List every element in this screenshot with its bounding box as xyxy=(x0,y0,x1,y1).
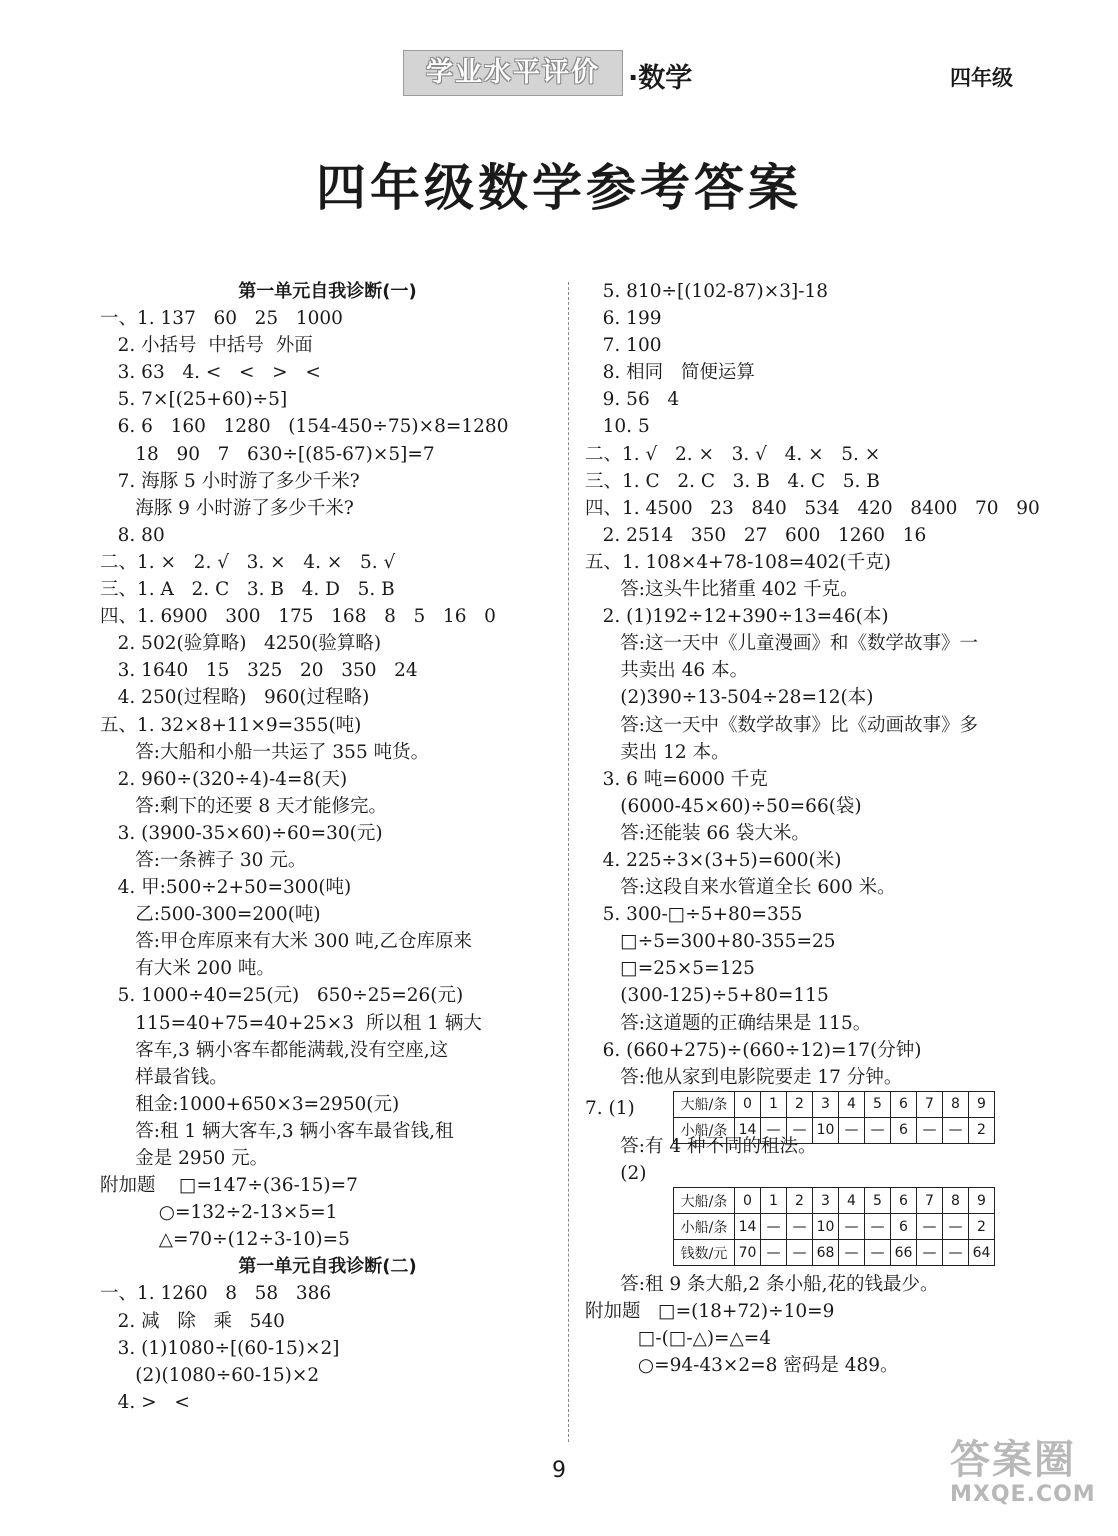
answer-line: 答:还能装 66 袋大米。 xyxy=(585,822,810,844)
answer-line: ○=94-43×2=8 密码是 489。 xyxy=(585,1355,899,1377)
answer-line: 4. 250(过程略) 960(过程略) xyxy=(100,687,370,709)
answer-line: 2. 502(验算略) 4250(验算略) xyxy=(100,633,382,655)
table-cell: 1 xyxy=(761,1091,787,1117)
table-cell: — xyxy=(865,1117,891,1143)
answer-line: 租金:1000+650×3=2950(元) xyxy=(100,1093,400,1115)
answer-line: 5. 7×[(25+60)÷5] xyxy=(100,389,288,411)
table-cell: 66 xyxy=(891,1240,917,1266)
answer-line: (6000-45×60)÷50=66(袋) xyxy=(585,795,862,817)
right-column xyxy=(585,278,1040,1379)
answer-line: 答:租 1 辆大客车,3 辆小客车最省钱,租 xyxy=(100,1120,454,1142)
table-cell: — xyxy=(761,1240,787,1266)
answer-line: □÷5=300+80-355=25 xyxy=(585,931,836,953)
table-cell: 8 xyxy=(943,1091,969,1117)
answer-line: (2)390÷13-504÷28=12(本) xyxy=(585,687,874,709)
table-cell: 10 xyxy=(813,1214,839,1240)
answer-line: 答:这道题的正确结果是 115。 xyxy=(585,1012,872,1034)
table-cell: — xyxy=(917,1117,943,1143)
answer-line: 3. 6 吨=6000 千克 xyxy=(585,768,768,790)
answer-line: 附加题 □=147÷(36-15)=7 xyxy=(100,1175,358,1197)
answer-line: 115=40+75=40+25×3 所以租 1 辆大 xyxy=(100,1012,482,1034)
table-cell: — xyxy=(865,1214,891,1240)
table-cell: — xyxy=(943,1214,969,1240)
header-grade: 四年级 xyxy=(950,66,1013,90)
answer-line: 答:这一天中《数学故事》比《动画故事》多 xyxy=(585,714,979,736)
header-series-box: 学业水平评价 xyxy=(403,50,623,96)
answer-line: 2. (1)192÷12+390÷13=46(本) xyxy=(585,606,889,628)
header-subject: ·数学 xyxy=(628,63,693,94)
section-title: 第一单元自我诊断(一) xyxy=(238,281,417,302)
page-title: 四年级数学参考答案 xyxy=(316,159,802,217)
answer-line: 答:甲仓库原来有大米 300 吨,乙仓库原来 xyxy=(100,931,472,953)
answer-line: 9. 56 4 xyxy=(585,389,680,411)
table-cell: 6 xyxy=(891,1188,917,1214)
row-header-cell: 小船/条 xyxy=(674,1214,735,1240)
table-row xyxy=(674,1188,995,1214)
table-cell: 2 xyxy=(787,1188,813,1214)
answer-line: 2. 减 除 乘 540 xyxy=(100,1310,285,1332)
row-header-cell: 钱数/元 xyxy=(674,1240,735,1266)
table-cell: 7 xyxy=(917,1091,943,1117)
table-cell: 14 xyxy=(735,1117,761,1143)
answer-line: □=25×5=125 xyxy=(585,958,755,980)
answer-line: 5. 810÷[(102-87)×3]-18 xyxy=(585,281,829,302)
table-cell: 3 xyxy=(813,1091,839,1117)
answer-line: 6. 6 160 1280 (154-450÷75)×8=1280 xyxy=(100,416,509,438)
answer-line: 答:租 9 条大船,2 条小船,花的钱最少。 xyxy=(585,1274,939,1295)
answer-line: △=70÷(12÷3-10)=5 xyxy=(100,1229,350,1251)
table-cell: — xyxy=(917,1214,943,1240)
answer-line: 3. (1)1080÷[(60-15)×2] xyxy=(100,1337,340,1359)
answer-line: 答:这头牛比猪重 402 千克。 xyxy=(585,579,859,601)
table-cell: 9 xyxy=(969,1188,995,1214)
table-row xyxy=(674,1240,995,1266)
answer-line: 7. 100 xyxy=(585,335,662,357)
answer-line: 答:剩下的还要 8 天才能修完。 xyxy=(100,795,388,817)
row-header-cell: 大船/条 xyxy=(674,1188,735,1214)
table-cell: — xyxy=(943,1117,969,1143)
answer-line: 7. 海豚 5 小时游了多少千米? xyxy=(100,470,360,492)
answer-line: 乙:500-300=200(吨) xyxy=(100,904,321,926)
table-cell: 6 xyxy=(891,1091,917,1117)
table-row xyxy=(674,1091,995,1117)
right-lines-c xyxy=(585,1271,1035,1379)
left-column xyxy=(100,278,555,1416)
table1-row xyxy=(585,1091,1035,1140)
answer-line: 3. 63 4. < < > < xyxy=(100,362,321,384)
answer-line: 共卖出 46 本。 xyxy=(585,660,749,682)
section-title: 第一单元自我诊断(二) xyxy=(238,1256,417,1278)
row-header-cell: 小船/条 xyxy=(674,1117,735,1143)
table-cell: — xyxy=(761,1214,787,1240)
table-cell: — xyxy=(839,1240,865,1266)
answer-line: 2. 小括号 中括号 外面 xyxy=(100,335,313,357)
table1-label: 7. (1) xyxy=(585,1097,635,1119)
answer-line: 3. 1640 15 325 20 350 24 xyxy=(100,660,418,682)
answer-line: 10. 5 xyxy=(585,416,650,438)
answer-line: 答:这一天中《儿童漫画》和《数学故事》一 xyxy=(585,633,979,655)
answer-line: (2)(1080÷60-15)×2 xyxy=(100,1364,320,1386)
table-cell: — xyxy=(787,1240,813,1266)
answer-line: 海豚 9 小时游了多少千米? xyxy=(100,497,354,519)
table-boats-1 xyxy=(673,1091,995,1144)
watermark xyxy=(950,1437,1096,1507)
answer-line: 一、1. 1260 8 58 386 xyxy=(100,1283,332,1305)
table-cell: 9 xyxy=(969,1091,995,1117)
table-cell: — xyxy=(865,1240,891,1266)
answer-line: 答:这段自来水管道全长 600 米。 xyxy=(585,877,896,899)
answer-line: 五、1. 32×8+11×9=355(吨) xyxy=(100,714,362,736)
table-cell: 0 xyxy=(735,1188,761,1214)
answer-line: □-(□-△)=△=4 xyxy=(585,1328,772,1350)
answer-line: 8. 相同 简便运算 xyxy=(585,362,755,384)
table-row xyxy=(674,1117,995,1143)
table2-row xyxy=(585,1187,1035,1271)
answer-line: 6. (660+275)÷(660÷12)=17(分钟) xyxy=(585,1039,922,1061)
table-cell: — xyxy=(943,1240,969,1266)
table-cell: 1 xyxy=(761,1188,787,1214)
answer-line: 有大米 200 吨。 xyxy=(100,958,275,980)
page-number: 9 xyxy=(552,1458,566,1483)
watermark-cn: 答案圈 xyxy=(950,1437,1076,1483)
answer-line: 四、1. 4500 23 840 534 420 8400 70 90 xyxy=(585,497,1040,519)
row-header-cell: 大船/条 xyxy=(674,1091,735,1117)
answer-line: 一、1. 137 60 25 1000 xyxy=(100,308,343,330)
answer-line: 3. (3900-35×60)÷60=30(元) xyxy=(100,822,383,844)
table-cell: 5 xyxy=(865,1188,891,1214)
table-cell: 68 xyxy=(813,1240,839,1266)
answer-line: 答:有 4 种不同的租法。 xyxy=(585,1135,817,1157)
answer-line: 卖出 12 本。 xyxy=(585,741,730,763)
answer-line: ○=132÷2-13×5=1 xyxy=(100,1202,338,1224)
table-cell: 2 xyxy=(969,1117,995,1143)
table-cell: — xyxy=(787,1117,813,1143)
table-cell: 64 xyxy=(969,1240,995,1266)
answer-line: 5. 300-□÷5+80=355 xyxy=(585,904,803,926)
answer-line: 二、1. × 2. √ 3. × 4. × 5. √ xyxy=(100,551,396,573)
answer-line: 5. 1000÷40=25(元) 650÷25=26(元) xyxy=(100,985,464,1007)
column-divider xyxy=(568,282,569,1442)
answer-line: 6. 199 xyxy=(585,308,662,330)
answer-line: 样最省钱。 xyxy=(100,1066,228,1088)
table-cell: 7 xyxy=(917,1188,943,1214)
answer-line: 四、1. 6900 300 175 168 8 5 16 0 xyxy=(100,606,496,628)
table-cell: 3 xyxy=(813,1188,839,1214)
table-cell: 2 xyxy=(969,1214,995,1240)
table-cell: — xyxy=(787,1214,813,1240)
answer-line: 4. 甲:500÷2+50=300(吨) xyxy=(100,877,352,899)
table-cell: — xyxy=(761,1117,787,1143)
answer-line: 4. 225÷3×(3+5)=600(米) xyxy=(585,849,842,871)
answer-line: 附加题 □=(18+72)÷10=9 xyxy=(585,1301,835,1323)
table-cell: — xyxy=(839,1214,865,1240)
table-boats-2 xyxy=(673,1187,995,1266)
table-cell: 10 xyxy=(813,1117,839,1143)
answer-line: 4. > < xyxy=(100,1391,190,1413)
table-cell: 8 xyxy=(943,1188,969,1214)
answer-line: (300-125)÷5+80=115 xyxy=(585,985,829,1007)
right-lines-a xyxy=(585,278,1040,1091)
table-cell: 4 xyxy=(839,1188,865,1214)
answer-line: 金是 2950 元。 xyxy=(100,1148,269,1169)
answer-line: 2. 2514 350 27 600 1260 16 xyxy=(585,524,927,546)
answer-line: (2) xyxy=(585,1162,647,1184)
table-row xyxy=(674,1214,995,1240)
answer-line: 三、1. A 2. C 3. B 4. D 5. B xyxy=(100,579,395,601)
watermark-url: MXQE.COM xyxy=(950,1482,1096,1507)
table-cell: 70 xyxy=(735,1240,761,1266)
table-cell: 4 xyxy=(839,1091,865,1117)
answer-line: 2. 960÷(320÷4)-4=8(天) xyxy=(100,768,348,790)
answer-line: 二、1. √ 2. × 3. √ 4. × 5. × xyxy=(585,443,881,465)
answer-line: 答:他从家到电影院要走 17 分钟。 xyxy=(585,1066,903,1088)
answer-line: 答:一条裤子 30 元。 xyxy=(100,849,307,871)
table-cell: — xyxy=(839,1117,865,1143)
answer-line: 答:大船和小船一共运了 355 吨货。 xyxy=(100,741,430,763)
answer-line: 8. 80 xyxy=(100,524,165,546)
answer-line: 五、1. 108×4+78-108=402(千克) xyxy=(585,551,891,573)
table-cell: 5 xyxy=(865,1091,891,1117)
table-cell: 6 xyxy=(891,1214,917,1240)
answer-line: 客车,3 辆小客车都能满载,没有空座,这 xyxy=(100,1039,449,1061)
table-cell: 14 xyxy=(735,1214,761,1240)
table-cell: 6 xyxy=(891,1117,917,1143)
table-cell: — xyxy=(917,1240,943,1266)
table-cell: 2 xyxy=(787,1091,813,1117)
table-cell: 0 xyxy=(735,1091,761,1117)
answer-line: 三、1. C 2. C 3. B 4. C 5. B xyxy=(585,470,880,492)
answer-line: 18 90 7 630÷[(85-67)×5]=7 xyxy=(100,443,435,465)
